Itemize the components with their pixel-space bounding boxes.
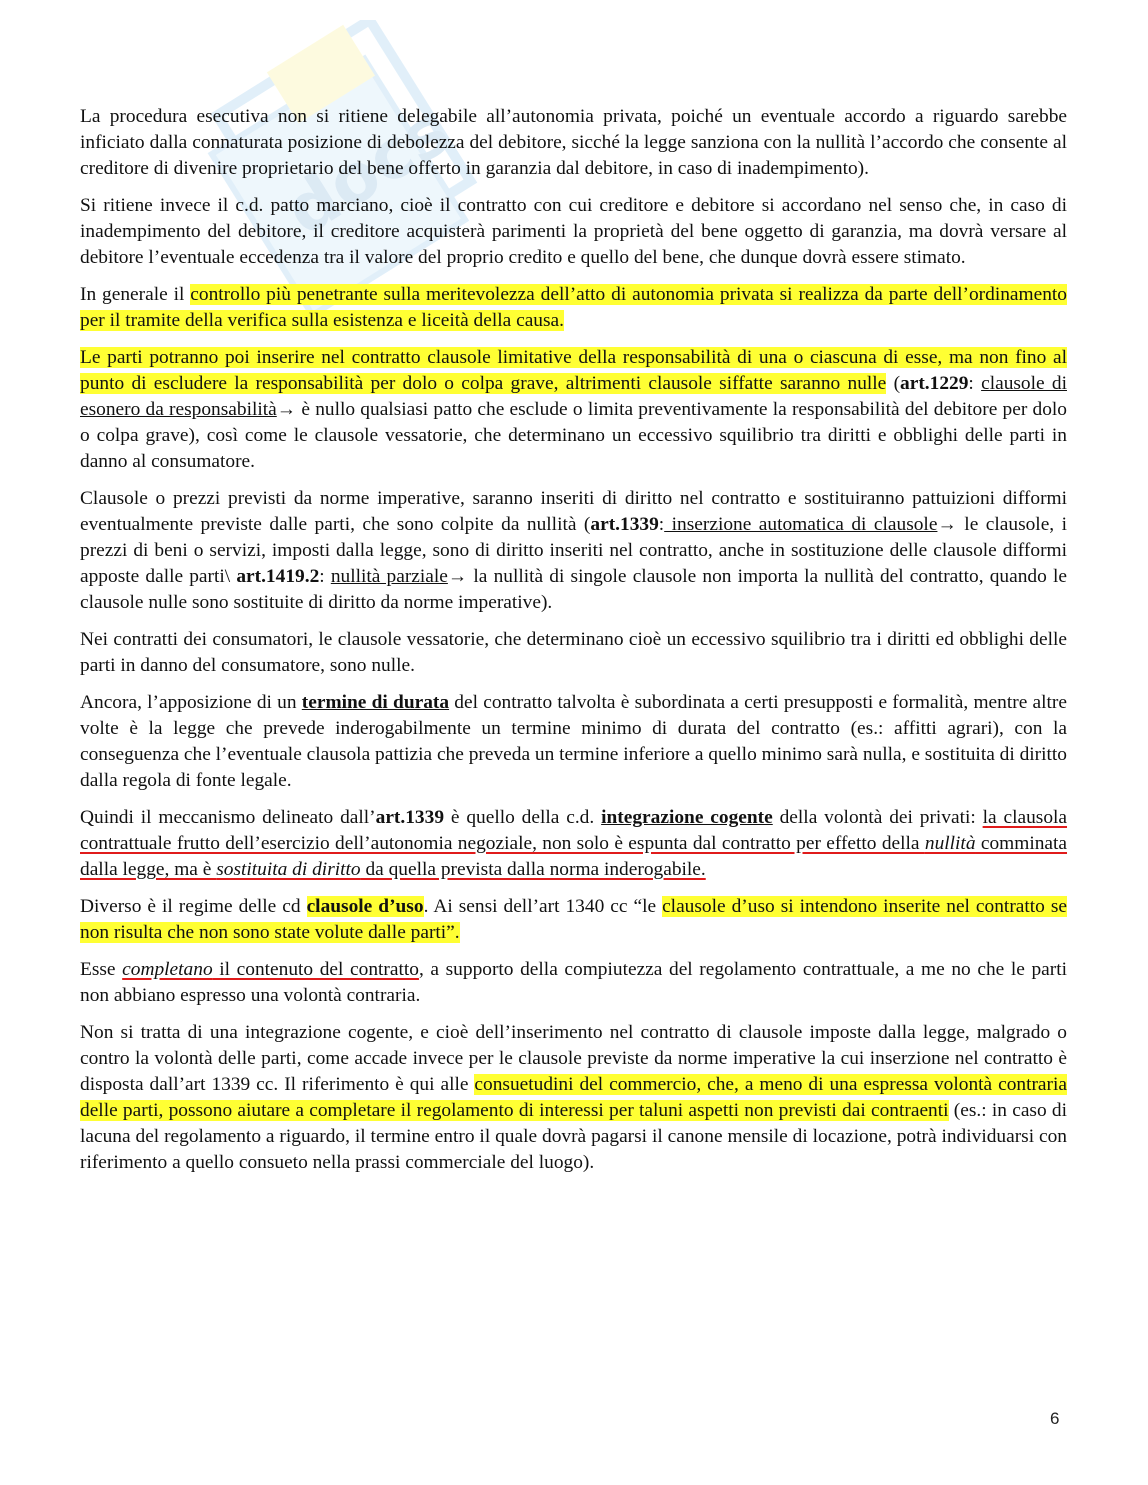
underlined-term: clausole di esonero da responsabilità xyxy=(80,373,1067,420)
text-run: → le clausole, i prezzi di beni o servizi, imposti dalla legge, sono di diritto inseriti nel contratto, anche in sostituzione delle clausole difformi apposte dalle parti\ xyxy=(80,514,1068,587)
bold-underlined-term: termine di durata xyxy=(301,692,450,713)
underlined-term: inserzione automatica di clausole xyxy=(664,514,938,535)
text-run: Clausole o prezzi previsti da norme imperative, saranno inseriti di diritto nel contratto e sostituiranno pattuizioni difformi eventualmente previste dalle parti, che sono colpite da nullità ( xyxy=(80,488,1067,535)
paragraph-4 xyxy=(80,345,1067,475)
paragraph-9 xyxy=(80,894,1067,946)
text-run: (es.: in caso di lacuna del regolamento a riguardo, il termine entro il quale dovrà pagarsi il canone mensile di locazione, potrà individuarsi con riferimento a quello consueto nella prassi commerciale del luogo). xyxy=(80,1100,1067,1173)
article-reference: art.1339 xyxy=(375,807,445,828)
paragraph-5 xyxy=(80,486,1067,616)
red-underlined-text: da quella prevista dalla norma inderogabile. xyxy=(360,859,706,880)
text-run: . Ai sensi dell’art 1340 cc “le xyxy=(423,896,663,917)
article-reference: art.1339 xyxy=(590,514,659,535)
article-reference: art.1419.2 xyxy=(236,566,320,587)
paragraph-10 xyxy=(80,957,1067,1009)
highlighted-text: Le parti potranno poi inserire nel contratto clausole limitative della responsabilità di una o ciascuna di esse, ma non fino al punto di escludere la responsabilità per dolo o colpa grave, altrimenti clausole siffatte saranno nulle xyxy=(80,347,1067,394)
text-run: della volontà dei privati: xyxy=(772,807,983,828)
text-run: In generale il xyxy=(80,284,191,305)
text-run: Quindi il meccanismo delineato dall’ xyxy=(80,807,376,828)
paragraph-2: Si ritiene invece il c.d. patto marciano, cioè il contratto con cui creditore e debitore si accordano nel senso che, in caso di inadempimento del debitore, il creditore acquisterà parimenti la proprietà del bene oggetto di garanzia, ma dovrà versare al debitore l’eventuale eccedenza tra il valore del proprio credito e quello del bene, che dunque dovrà essere stimato. xyxy=(80,195,1067,268)
red-underlined-text: il contenuto del contratto xyxy=(212,959,419,980)
paragraph-11 xyxy=(80,1020,1067,1176)
paragraph-8 xyxy=(80,805,1067,883)
text-run: Non si tratta di una integrazione cogente, e cioè dell’inserimento nel contratto di clausole imposte dalla legge, malgrado o contro la volontà delle parti, come accade invece per le clausole previste da norme imperative la cui inserzione nel contratto è disposta dall’art 1339 cc. Il riferimento è qui alle xyxy=(80,1022,1067,1095)
svg-text:docs: docs xyxy=(272,91,464,252)
highlighted-text: clausole d’uso si intendono inserite nel contratto se non risulta che non sono state volute dalle parti”. xyxy=(80,896,1067,943)
text-run: Ancora, l’apposizione di un xyxy=(80,692,302,713)
text-run: → la nullità di singole clausole non importa la nullità del contratto, quando le clausole nulle sono sostituite di diritto da norme imperative). xyxy=(80,566,1067,613)
paragraph-1: La procedura esecutiva non si ritiene delegabile all’autonomia privata, poiché un eventuale accordo a riguardo sarebbe inficiato dalla connaturata posizione di debolezza del debitore, sicché la legge sanziona con la nullità l’accordo che consente al creditore di divenire proprietario del bene offerto in garanzia dal debitore, in caso di inadempimento). xyxy=(80,106,1067,179)
text-run: del contratto talvolta è subordinata a certi presupposti e formalità, mentre altre volte è la legge che prevede inderogabilmente un termine minimo di durata del contratto (es.: affitti agrari), con la conseguenza che l’eventuale clausola pattizia che preveda un termine inferiore a quello minimo sarà nulla, e sostituita di diritto dalla regola di fonte legale. xyxy=(80,692,1067,791)
text-run: → è nullo qualsiasi patto che esclude o limita preventivamente la responsabilità del debitore per dolo o colpa grave), così come le clausole vessatorie, che determinano un eccessivo squilibrio tra diritti e obblighi delle parti in danno al consumatore. xyxy=(80,399,1068,472)
highlighted-text: consuetudini del commercio, che, a meno di una espressa volontà contraria delle parti, possono aiutare a completare il regolamento di interessi per taluni aspetti non previsti dai contraenti xyxy=(80,1074,1067,1121)
highlighted-text: controllo più penetrante sulla meritevolezza dell’atto di autonomia privata si realizza da parte dell’ordinamento per il tramite della verifica sulla esistenza e liceità della causa. xyxy=(80,284,1067,331)
text-run: : xyxy=(319,566,331,587)
document-body xyxy=(80,104,1067,1187)
red-underlined-text: la clausola contrattuale frutto dell’esercizio dell’autonomia negoziale, non solo è espunta dal contratto per effetto della xyxy=(80,807,1068,854)
underlined-term: nullità parziale xyxy=(330,566,448,587)
highlighted-bold-term: clausole d’uso xyxy=(306,896,424,917)
text-run: Esse xyxy=(80,959,123,980)
red-underlined-italic: nullità xyxy=(924,833,976,854)
red-underlined-italic: sostituita di diritto xyxy=(216,859,361,880)
paragraph-3 xyxy=(80,282,1067,334)
text-run: Diverso è il regime delle cd xyxy=(80,896,307,917)
text-run: : xyxy=(658,514,665,535)
page-number: 6 xyxy=(1050,1409,1060,1428)
text-run: è quello della c.d. xyxy=(444,807,602,828)
paragraph-6: Nei contratti dei consumatori, le clausole vessatorie, che determinano cioè un eccessivo squilibrio tra i diritti ed obblighi delle parti in danno del consumatore, sono nulle. xyxy=(80,629,1067,676)
article-reference: art.1229 xyxy=(900,373,969,394)
red-underlined-italic: completano xyxy=(122,959,213,980)
bold-underlined-term: integrazione cogente xyxy=(601,807,773,828)
paragraph-7 xyxy=(80,690,1067,794)
text-run: ( xyxy=(886,373,901,394)
text-run: , a supporto della compiutezza del regolamento contrattuale, a me no che le parti non abbiano espresso una volontà contraria. xyxy=(80,959,1067,1006)
red-underlined-text: comminata dalla legge, ma è xyxy=(80,833,1068,880)
text-run: : xyxy=(968,373,982,394)
